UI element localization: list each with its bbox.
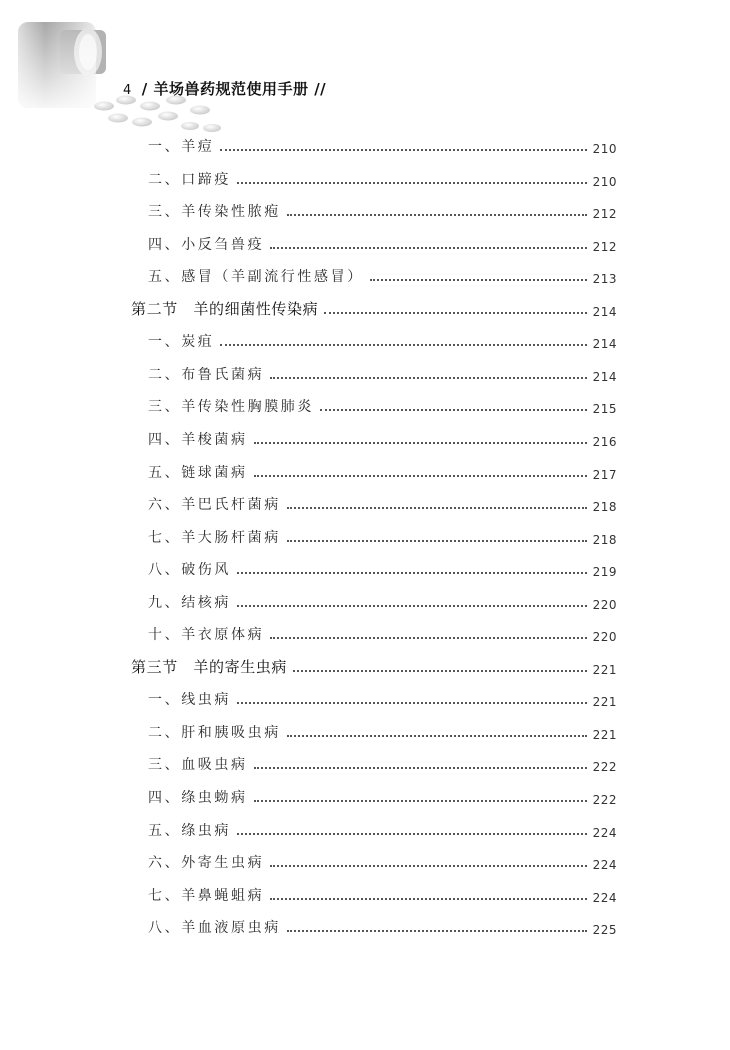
- toc-item-row: [0, 750, 730, 774]
- dot-leader: [237, 572, 587, 574]
- toc-entry-label: 四、羊梭菌病: [148, 431, 248, 448]
- toc-item-row: [0, 588, 730, 612]
- toc-entry-label: 一、羊痘: [148, 139, 215, 155]
- toc-item-row: [0, 490, 730, 514]
- dot-leader: [220, 344, 586, 346]
- toc-item-row: [0, 783, 730, 807]
- toc-entry-label: 十、羊衣原体病: [148, 627, 265, 644]
- dot-leader: [270, 865, 586, 867]
- toc-entry-label: 八、羊血液原虫病: [148, 920, 281, 937]
- toc-item-row: [0, 458, 730, 482]
- toc-item-row: [0, 262, 730, 286]
- toc-entry-label: 七、羊鼻蝇蛆病: [148, 887, 265, 904]
- toc-entry-label: 第三节 羊的寄生虫病: [131, 657, 288, 676]
- dot-leader: [270, 898, 586, 900]
- toc-item-row: [0, 881, 730, 905]
- toc-item-row: [0, 555, 730, 579]
- toc-item-row: [0, 327, 730, 351]
- dot-leader: [237, 182, 587, 184]
- toc-page-number: 221: [592, 662, 617, 677]
- toc-entry-label: 六、外寄生虫病: [148, 855, 265, 872]
- toc-entry-label: 三、血吸虫病: [148, 757, 248, 774]
- dot-leader: [254, 442, 587, 444]
- dot-leader: [237, 702, 587, 704]
- toc-entry-label: 五、绦虫病: [148, 822, 231, 839]
- toc-item-row: [0, 913, 730, 937]
- toc-page-number: 224: [592, 825, 617, 840]
- toc-item-row: [0, 523, 730, 547]
- toc-page-number: 212: [592, 239, 617, 254]
- dot-leader: [237, 605, 587, 607]
- toc-page-number: 218: [592, 532, 617, 547]
- toc-entry-label: 一、炭疽: [148, 334, 215, 351]
- toc-page-number: 210: [592, 174, 617, 189]
- toc-item-row: [0, 360, 730, 384]
- toc-page-number: 220: [592, 597, 617, 612]
- dot-leader: [270, 637, 586, 639]
- toc-item-row: [0, 230, 730, 254]
- toc-item-row: [0, 425, 730, 449]
- dot-leader: [320, 409, 587, 411]
- book-title: / 羊场兽药规范使用手册 //: [141, 80, 327, 98]
- toc-item-row: [0, 165, 730, 189]
- toc-item-row: [0, 392, 730, 416]
- toc-page-number: 215: [592, 402, 617, 417]
- toc-entry-label: 六、羊巴氏杆菌病: [148, 497, 281, 514]
- toc-page-number: 219: [592, 565, 617, 580]
- toc-page-number: 222: [592, 793, 617, 807]
- dot-leader: [254, 475, 587, 477]
- toc-page-number: 224: [592, 890, 617, 905]
- toc-page-number: 214: [592, 337, 617, 352]
- dot-leader: [287, 930, 587, 932]
- dot-leader: [293, 670, 587, 672]
- toc-page-number: 221: [592, 727, 617, 742]
- dot-leader: [270, 377, 586, 379]
- toc-entry-label: 七、羊大肠杆菌病: [148, 529, 281, 546]
- dot-leader: [254, 767, 587, 769]
- toc-page-number: 218: [592, 500, 617, 515]
- dot-leader: [324, 312, 586, 314]
- toc-item-row: [0, 620, 730, 644]
- toc-page-number: 222: [592, 760, 617, 775]
- toc-page-number: 210: [592, 142, 617, 156]
- toc-page-number: 213: [592, 272, 617, 287]
- toc-item-row: [0, 685, 730, 709]
- dot-leader: [287, 507, 587, 509]
- toc-entry-label: 三、羊传染性脓疱: [148, 204, 281, 221]
- dot-leader: [370, 279, 587, 281]
- dot-leader: [270, 247, 586, 249]
- toc-page-number: 225: [592, 923, 617, 938]
- toc-page-number: 216: [592, 434, 617, 449]
- toc-section-row: [0, 653, 730, 677]
- toc-entry-label: 二、口蹄疫: [148, 171, 231, 188]
- toc-page-number: 217: [592, 467, 617, 482]
- toc-page-number: 212: [592, 207, 617, 222]
- toc-item-row: [0, 132, 730, 156]
- dot-leader: [237, 833, 587, 835]
- toc-page-number: 214: [592, 369, 617, 384]
- toc-entry-label: 二、布鲁氏菌病: [148, 366, 265, 383]
- toc-entry-label: 五、感冒（羊副流行性感冒）: [148, 269, 364, 286]
- toc-item-row: [0, 816, 730, 840]
- toc-entry-label: 八、破伤风: [148, 562, 231, 579]
- toc-entry-label: 二、肝和胰吸虫病: [148, 724, 281, 741]
- toc-entry-label: 五、链球菌病: [148, 464, 248, 481]
- dot-leader: [287, 735, 587, 737]
- dot-leader: [254, 800, 587, 802]
- toc-item-row: [0, 718, 730, 742]
- toc-entry-label: 一、线虫病: [148, 692, 231, 709]
- toc-page-number: 220: [592, 630, 617, 645]
- toc-entry-label: 四、绦虫蚴病: [148, 790, 248, 806]
- dot-leader: [287, 540, 587, 542]
- toc-item-row: [0, 197, 730, 221]
- toc-page-number: 221: [592, 695, 617, 710]
- toc-page-number: 214: [592, 304, 617, 319]
- page-number: 4: [123, 83, 132, 98]
- toc-entry-label: 九、结核病: [148, 594, 231, 611]
- toc-entry-label: 第二节 羊的细菌性传染病: [131, 299, 319, 318]
- toc-item-row: [0, 848, 730, 872]
- toc-page-number: 224: [592, 858, 617, 873]
- toc-entry-label: 三、羊传染性胸膜肺炎: [148, 399, 314, 416]
- dot-leader: [220, 149, 586, 151]
- toc-section-row: [0, 295, 730, 319]
- dot-leader: [287, 214, 587, 216]
- toc-entry-label: 四、小反刍兽疫: [148, 236, 265, 253]
